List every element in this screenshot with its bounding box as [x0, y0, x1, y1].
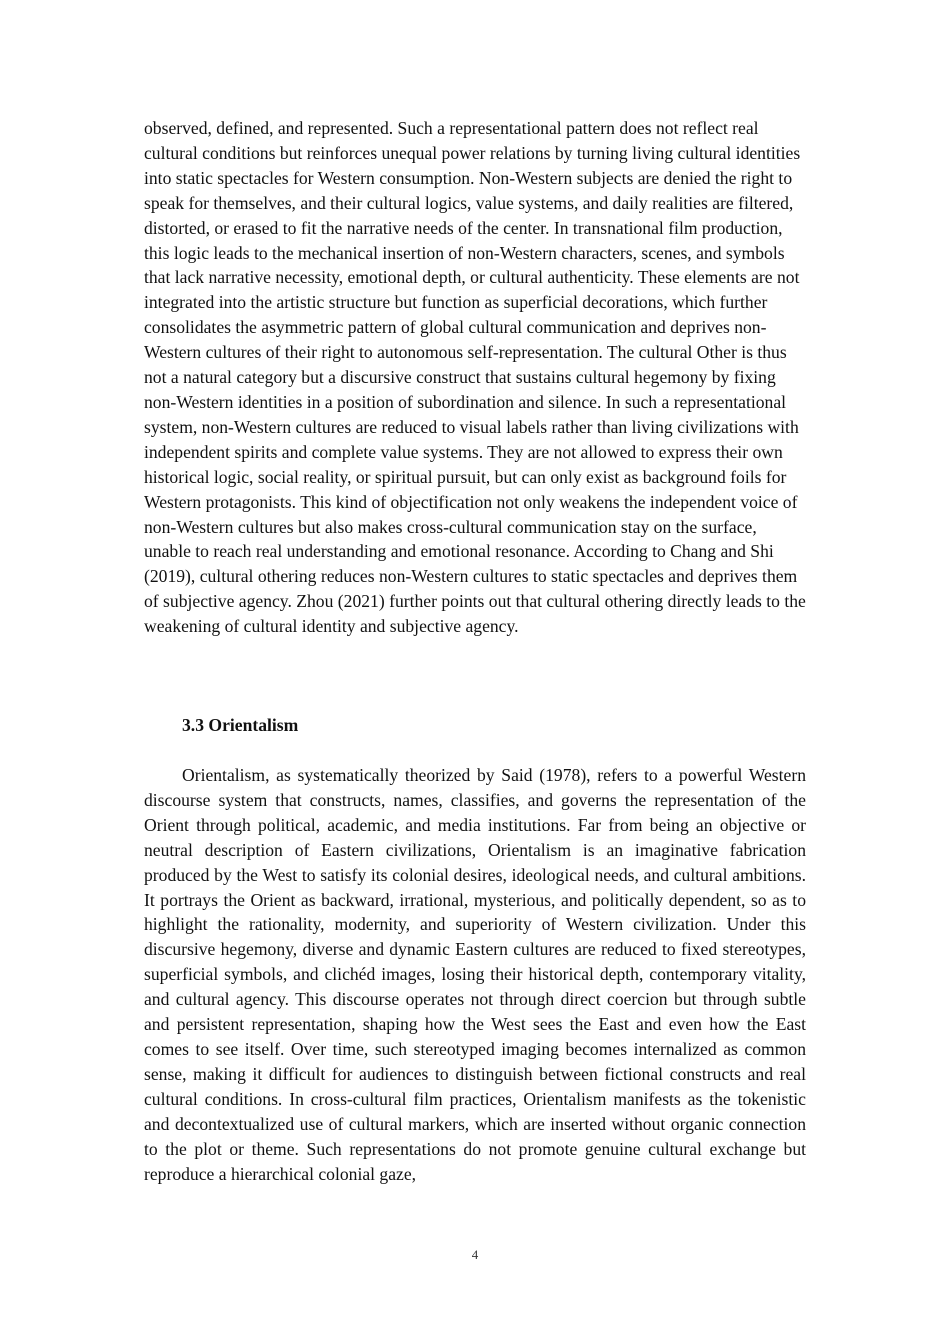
body-paragraph-continued: observed, defined, and represented. Such a representational pattern does not reflect real cultural conditions but reinforces unequal power relations by turning living cultural identities into static spectacles for Western consumption. Non-Western subjects are denied the right to speak for themselves, and their cultural logics, value systems, and daily realities are filtered, distorted, or erased to fit the narrative needs of the center. In transnational film production, this logic leads to the mechanical insertion of non-Western characters, scenes, and symbols that lack narrative necessity, emotional depth, or cultural authenticity. These elements are not integrated into the artistic structure but function as superficial decorations, which further consolidates the asymmetric pattern of global cultural communication and deprives non-Western cultures of their right to autonomous self-representation. The cultural Other is thus not a natural category but a discursive construct that sustains cultural hegemony by fixing non-Western identities in a position of subordination and silence. In such a representational system, non-Western cultures are reduced to visual labels rather than living civilizations with independent spirits and complete value systems. They are not allowed to express their own historical logic, social reality, or spiritual pursuit, but can only exist as background foils for Western protagonists. This kind of objectification not only weakens the independent voice of non-Western cultures but also makes cross-cultural communication stay on the surface, unable to reach real understanding and emotional resonance. According to Chang and Shi (2019), cultural othering reduces non-Western cultures to static spectacles and deprives them of subjective agency. Zhou (2021) further points out that cultural othering directly leads to the weakening of cultural identity and subjective agency. — [144, 118, 806, 637]
page-number: 4 — [471, 1247, 479, 1262]
section-heading: 3.3 Orientalism — [182, 715, 299, 735]
body-paragraph-orientalism: Orientalism, as systematically theorized by Said (1978), refers to a powerful Western discourse system that constructs, names, classifies, and governs the representation of the Orient through political, academic, and media institutions. Far from being an objective or neutral description of Eastern civilizations, Orientalism is an imaginative fabrication produced by the West to satisfy its colonial desires, ideological needs, and cultural ambitions. It portrays the Orient as backward, irrational, mysterious, and politically dependent, so as to highlight the rationality, modernity, and superiority of Western civilization. Under this discursive hegemony, diverse and dynamic Eastern cultures are reduced to fixed stereotypes, superficial symbols, and clichéd images, losing their historical depth, contemporary vitality, and cultural agency. This discourse operates not through direct coercion but through subtle and persistent representation, shaping how the West sees the East and even how the East comes to see itself. Over time, such stereotyped imaging becomes internalized as common sense, making it difficult for audiences to distinguish between fictional constructs and real cultural conditions. In cross-cultural film practices, Orientalism manifests as the tokenistic and decontextualized use of cultural markers, which are inserted without organic connection to the plot or theme. Such representations do not promote genuine cultural exchange but reproduce a hierarchical colonial gaze, — [144, 765, 806, 1184]
